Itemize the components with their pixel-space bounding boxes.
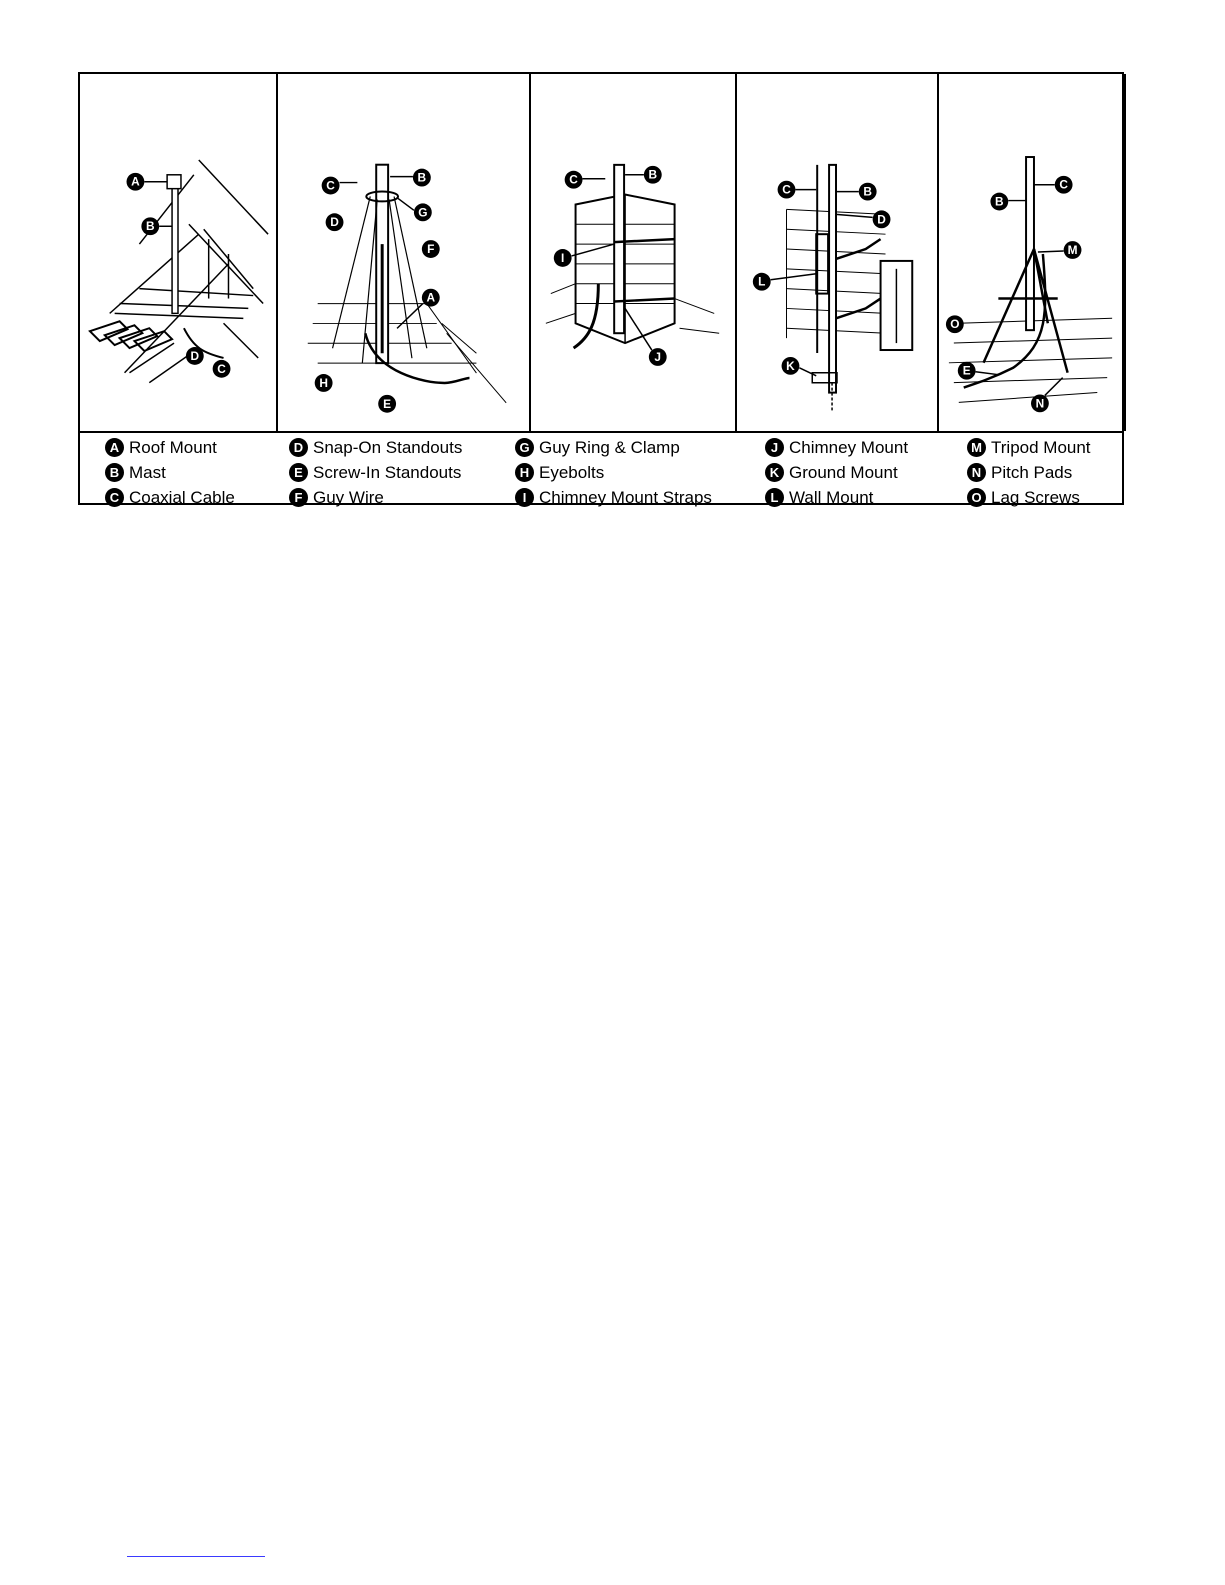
callout-J xyxy=(649,348,667,366)
legend-label: Wall Mount xyxy=(789,487,874,507)
svg-text:C: C xyxy=(569,172,578,187)
legend-badge: D xyxy=(289,438,308,457)
legend-badge: I xyxy=(515,488,534,507)
legend-item-tripod-mount xyxy=(967,435,1091,460)
legend-label: Coaxial Cable xyxy=(129,487,235,507)
legend-item-ground-mount xyxy=(765,460,908,485)
legend-item-chimney-mount-straps xyxy=(515,485,712,510)
svg-text:A: A xyxy=(131,174,140,189)
legend-column-1 xyxy=(105,435,235,510)
svg-text:G: G xyxy=(418,205,428,220)
svg-text:E: E xyxy=(383,396,392,411)
panel-roof-mount xyxy=(80,74,278,431)
callout-G xyxy=(414,203,432,221)
legend-label: Lag Screws xyxy=(991,487,1080,507)
callout-C xyxy=(565,171,583,189)
legend xyxy=(80,431,1122,505)
panel-wall-mount xyxy=(737,74,939,431)
legend-label: Chimney Mount xyxy=(789,437,909,457)
legend-item-screw-in-standouts xyxy=(289,460,462,485)
callout-D xyxy=(873,210,891,228)
svg-text:A: A xyxy=(426,290,436,305)
legend-label: Ground Mount xyxy=(789,462,898,482)
callout-C xyxy=(213,360,231,378)
chimney-mount-illustration xyxy=(531,74,735,431)
callout-C xyxy=(1055,176,1073,194)
callout-B xyxy=(413,169,431,187)
svg-text:E: E xyxy=(962,363,971,378)
legend-badge: K xyxy=(765,463,784,482)
legend-label: Guy Ring & Clamp xyxy=(539,437,680,457)
callout-C xyxy=(778,181,796,199)
callout-I xyxy=(554,249,572,267)
legend-badge: C xyxy=(105,488,124,507)
callout-E xyxy=(378,395,396,413)
guy-wire-illustration xyxy=(278,74,529,431)
legend-badge: B xyxy=(105,463,124,482)
legend-badge: H xyxy=(515,463,534,482)
callout-L xyxy=(753,273,771,291)
legend-item-roof-mount xyxy=(105,435,235,460)
svg-text:H: H xyxy=(319,375,328,390)
svg-text:C: C xyxy=(1059,177,1068,192)
legend-badge: E xyxy=(289,463,308,482)
legend-item-guy-wire xyxy=(289,485,462,510)
roof-mount-illustration xyxy=(80,74,276,431)
callout-F xyxy=(422,240,440,258)
legend-item-lag-screws xyxy=(967,485,1091,510)
legend-badge: J xyxy=(765,438,784,457)
footer-link-underline[interactable] xyxy=(127,1556,265,1557)
legend-label: Pitch Pads xyxy=(991,462,1073,482)
svg-text:N: N xyxy=(1035,396,1045,411)
antenna-mounting-diagram xyxy=(78,72,1124,505)
callout-B xyxy=(990,193,1008,211)
legend-column-3 xyxy=(515,435,712,510)
callout-B xyxy=(644,166,662,184)
callout-M xyxy=(1064,241,1082,259)
legend-column-5 xyxy=(967,435,1091,510)
callout-E xyxy=(958,362,976,380)
panel-guy-wire xyxy=(278,74,531,431)
legend-badge: L xyxy=(765,488,784,507)
legend-label: Eyebolts xyxy=(539,462,605,482)
legend-item-guy-ring-clamp xyxy=(515,435,712,460)
callout-K xyxy=(782,357,800,375)
svg-text:D: D xyxy=(330,215,339,230)
legend-badge: F xyxy=(289,488,308,507)
svg-text:K: K xyxy=(786,358,795,373)
callout-A xyxy=(422,289,440,307)
svg-text:D: D xyxy=(190,348,200,363)
svg-text:B: B xyxy=(145,219,155,234)
svg-text:I: I xyxy=(561,250,565,265)
svg-text:F: F xyxy=(427,241,435,256)
callout-H xyxy=(315,374,333,392)
svg-text:B: B xyxy=(417,170,427,185)
legend-badge: O xyxy=(967,488,986,507)
callout-B xyxy=(859,183,877,201)
svg-text:B: B xyxy=(995,194,1004,209)
legend-item-eyebolts xyxy=(515,460,712,485)
tripod-mount-illustration xyxy=(939,74,1124,431)
legend-badge: N xyxy=(967,463,986,482)
legend-column-4 xyxy=(765,435,908,510)
legend-label: Chimney Mount Straps xyxy=(539,487,712,507)
legend-item-wall-mount xyxy=(765,485,908,510)
legend-label: Screw-In Standouts xyxy=(313,462,462,482)
callout-N xyxy=(1031,394,1049,412)
wall-mount-illustration xyxy=(737,74,937,431)
callout-B xyxy=(141,217,159,235)
legend-column-2 xyxy=(289,435,462,510)
panel-tripod-mount xyxy=(939,74,1126,431)
svg-text:B: B xyxy=(863,184,872,199)
legend-item-pitch-pads xyxy=(967,460,1091,485)
callout-A xyxy=(127,173,145,191)
svg-text:C: C xyxy=(782,182,791,197)
legend-item-chimney-mount xyxy=(765,435,908,460)
legend-label: Tripod Mount xyxy=(991,437,1091,457)
legend-badge: M xyxy=(967,438,986,457)
legend-item-coaxial-cable xyxy=(105,485,235,510)
legend-item-mast xyxy=(105,460,235,485)
legend-item-snap-on-standouts xyxy=(289,435,462,460)
svg-text:O: O xyxy=(950,317,960,332)
legend-label: Snap-On Standouts xyxy=(313,437,463,457)
legend-label: Roof Mount xyxy=(129,437,217,457)
callout-D xyxy=(186,347,204,365)
callout-C xyxy=(322,177,340,195)
legend-label: Mast xyxy=(129,462,166,482)
svg-text:D: D xyxy=(877,212,886,227)
svg-text:M: M xyxy=(1067,242,1078,257)
callout-D xyxy=(326,213,344,231)
panel-chimney-mount xyxy=(531,74,737,431)
legend-badge: G xyxy=(515,438,534,457)
svg-text:C: C xyxy=(326,178,335,193)
svg-text:C: C xyxy=(217,361,226,376)
svg-text:B: B xyxy=(648,167,658,182)
legend-badge: A xyxy=(105,438,124,457)
svg-text:J: J xyxy=(654,349,662,364)
callout-O xyxy=(946,315,964,333)
legend-label: Guy Wire xyxy=(313,487,384,507)
svg-text:L: L xyxy=(758,274,766,289)
